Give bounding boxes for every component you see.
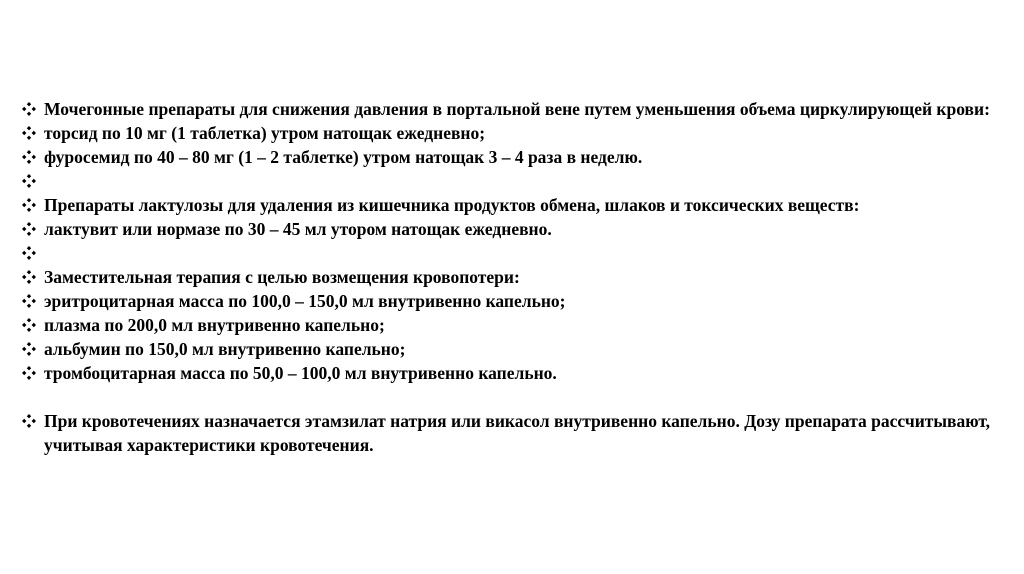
bullet-item (22, 337, 1002, 361)
bullet-text: При кровотечениях назначается этамзилат натрия или викасол внутривенно капельно. Дозу препарата рассчитывают, учитывая характеристики кровотечения. (44, 411, 991, 455)
diamond-four-dots-icon (22, 121, 38, 145)
diamond-four-dots-icon (22, 337, 38, 361)
diamond-four-dots-icon (22, 361, 38, 385)
diamond-four-dots-icon (22, 97, 38, 121)
diamond-four-dots-icon (22, 289, 38, 313)
bullet-item (22, 97, 1002, 121)
bullet-item (22, 409, 1002, 457)
diamond-four-dots-icon (22, 169, 38, 193)
diamond-four-dots-icon (22, 193, 38, 217)
diamond-four-dots-icon (22, 265, 38, 289)
bullet-item-empty (22, 169, 1002, 193)
bullet-item (22, 361, 1002, 385)
bullet-text: Мочегонные препараты для снижения давления в портальной вене путем уменьшения объема циркулирующей крови: (44, 99, 990, 119)
diamond-four-dots-icon (22, 145, 38, 169)
bullet-text: Заместительная терапия с целью возмещения кровопотери: (44, 267, 520, 287)
bullet-item (22, 217, 1002, 241)
diamond-four-dots-icon (22, 313, 38, 337)
bullet-text: альбумин по 150,0 мл внутривенно капельно; (44, 339, 406, 359)
bullet-text: фуросемид по 40 – 80 мг (1 – 2 таблетке) утром натощак 3 – 4 раза в неделю. (44, 147, 643, 167)
bullet-text: Препараты лактулозы для удаления из кишечника продуктов обмена, шлаков и токсических веществ: (44, 195, 860, 215)
bullet-text: тромбоцитарная масса по 50,0 – 100,0 мл внутривенно капельно. (44, 363, 557, 383)
bullet-item (22, 193, 1002, 217)
bullet-text: лактувит или нормазе по 30 – 45 мл утором натощак ежедневно. (44, 219, 552, 239)
diamond-four-dots-icon (22, 217, 38, 241)
bullet-text: плазма по 200,0 мл внутривенно капельно; (44, 315, 385, 335)
bullet-item (22, 265, 1002, 289)
bullet-text: торсид по 10 мг (1 таблетка) утром натощак ежедневно; (44, 123, 486, 143)
diamond-four-dots-icon (22, 409, 38, 433)
bullet-item (22, 121, 1002, 145)
bullet-text: эритроцитарная масса по 100,0 – 150,0 мл внутривенно капельно; (44, 291, 566, 311)
bullet-item (22, 145, 1002, 169)
bullet-item (22, 313, 1002, 337)
diamond-four-dots-icon (22, 241, 38, 265)
bullet-item-empty (22, 241, 1002, 265)
bullet-item (22, 289, 1002, 313)
slide-content (22, 97, 1002, 457)
